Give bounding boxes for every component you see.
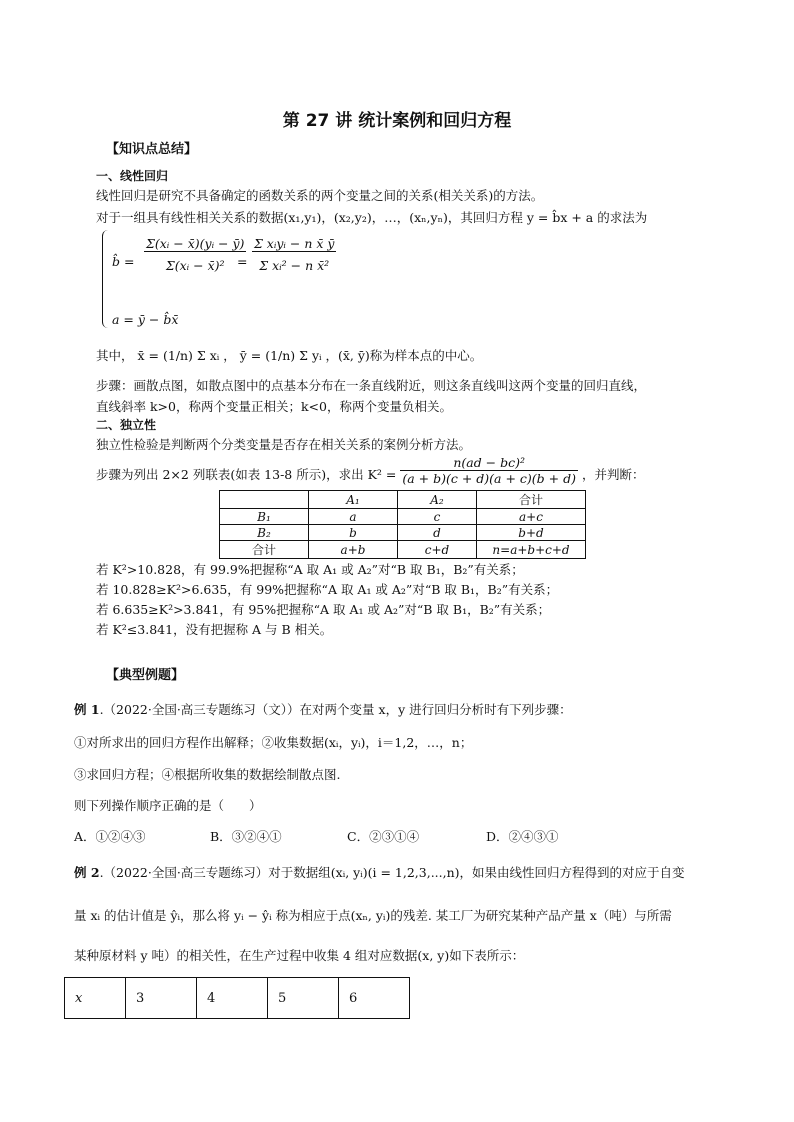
table-cell: a+c bbox=[477, 509, 586, 525]
rule-line-1: 若 K²>10.828，有 99.9%把握称“A 取 A₁ 或 A₂”对“B 取 B₁，B₂”有关系； bbox=[96, 562, 524, 577]
formula-b-numerator-2: Σ xᵢyᵢ − n x̄ ȳ bbox=[254, 236, 335, 251]
table-cell: B₂ bbox=[220, 525, 309, 541]
table-cell: 4 bbox=[197, 978, 268, 1019]
k2-denominator: (a + b)(c + d)(a + c)(b + d) bbox=[402, 471, 576, 486]
formula-b-fraction-1 bbox=[144, 236, 246, 273]
k2-fraction bbox=[400, 455, 578, 486]
rule-line-2: 若 10.828≥K²>6.635，有 99%把握称“A 取 A₁ 或 A₂”对“B 取 B₁，B₂”有关系； bbox=[96, 582, 559, 597]
formula-b-numerator-1: Σ(xᵢ − x̄)(yᵢ − ȳ) bbox=[146, 236, 245, 251]
table-cell: c bbox=[398, 509, 477, 525]
table-row bbox=[220, 541, 586, 559]
table-header-total: 合计 bbox=[477, 491, 586, 509]
table-cell: x bbox=[65, 978, 126, 1019]
example-1-label: 例 1 bbox=[74, 702, 100, 717]
table-row bbox=[220, 525, 586, 541]
table-header-row bbox=[220, 491, 586, 509]
table-header-a1: A₁ bbox=[309, 491, 398, 509]
k2-prefix: 步骤为列出 2×2 列联表(如表 13-8 所示)，求出 K² = bbox=[96, 467, 397, 482]
table-cell: 合计 bbox=[220, 541, 309, 559]
example-1-text: .（2022·全国·高三专题练习（文））在对两个变量 x，y 进行回归分析时有下列步骤： bbox=[99, 702, 572, 717]
k2-suffix: ，并判断： bbox=[581, 467, 645, 482]
section-examples-heading: 【典型例题】 bbox=[106, 668, 185, 683]
example-1-question: 则下列操作顺序正确的是（ ） bbox=[74, 798, 262, 813]
option-b: B．③②④① bbox=[210, 829, 282, 844]
example-1-line2: ①对所求出的回归方程作出解释；②收集数据(xᵢ，yᵢ)，i＝1,2，…，n； bbox=[74, 735, 473, 750]
rule-line-4: 若 K²≤3.841，没有把握称 A 与 B 相关。 bbox=[96, 622, 333, 637]
table-cell: a bbox=[309, 509, 398, 525]
section-knowledge-heading: 【知识点总结】 bbox=[106, 142, 198, 157]
table-row bbox=[220, 509, 586, 525]
formula-b-denominator-1: Σ(xᵢ − x̄)² bbox=[165, 258, 225, 273]
table-cell: 3 bbox=[126, 978, 197, 1019]
formula-b-denominator-2: Σ xᵢ² − n x̄² bbox=[259, 258, 330, 273]
table-cell: n=a+b+c+d bbox=[477, 541, 586, 559]
example-1-line3: ③求回归方程；④根据所收集的数据绘制散点图. bbox=[74, 767, 341, 782]
table-header-a2: A₂ bbox=[398, 491, 477, 509]
k2-numerator: n(ad − bc)² bbox=[400, 455, 578, 471]
table-cell: B₁ bbox=[220, 509, 309, 525]
example-2-line2: 量 xᵢ 的估计值是 ŷᵢ，那么将 yᵢ − ŷᵢ 称为相应于点(xₙ, yᵢ)的残差. 某工厂为研究某种产品产量 x（吨）与所需 bbox=[74, 908, 672, 923]
table-cell: a+b bbox=[309, 541, 398, 559]
paragraph-independence-def: 独立性检验是判断两个分类变量是否存在相关关系的案例分析方法。 bbox=[96, 437, 472, 452]
example-2-text: .（2022·全国·高三专题练习）对于数据组(xᵢ, yᵢ)(i = 1,2,3,...,n)，如果由线性回归方程得到的对应于自变 bbox=[99, 865, 685, 880]
contingency-table bbox=[219, 490, 586, 559]
table-cell: 6 bbox=[339, 978, 410, 1019]
table-row bbox=[65, 978, 410, 1019]
option-c: C．②③①④ bbox=[347, 829, 420, 844]
example-2-label: 例 2 bbox=[74, 865, 100, 880]
paragraph-k2-formula bbox=[96, 455, 645, 486]
paragraph-mean-definition: 其中， x̄ = (1/n) Σ xᵢ ， ȳ = (1/n) Σ yᵢ ，(x̄, ȳ)称为样本点的中心。 bbox=[96, 348, 483, 363]
page-title: 第 27 讲 统计案例和回归方程 bbox=[282, 111, 512, 131]
option-d: D．②④③① bbox=[486, 829, 559, 844]
data-table-x bbox=[64, 977, 410, 1019]
paragraph-steps-line2: 直线斜率 k>0，称两个变量正相关；k<0，称两个变量负相关。 bbox=[96, 399, 452, 414]
formula-equals: = bbox=[237, 254, 248, 269]
example-2-line3: 某种原材料 y 吨）的相关性，在生产过程中收集 4 组对应数据(x, y)如下表所示： bbox=[74, 948, 525, 963]
paragraph-regression-equation: 对于一组具有线性相关关系的数据(x₁,y₁)，(x₂,y₂)，…，(xₙ,yₙ)，其回归方程 y = b̂x + a 的求法为 bbox=[96, 210, 648, 225]
subheading-independence: 二、独立性 bbox=[96, 418, 157, 432]
table-cell: b bbox=[309, 525, 398, 541]
table-cell bbox=[220, 491, 309, 509]
rule-line-3: 若 6.635≥K²>3.841，有 95%把握称“A 取 A₁ 或 A₂”对“B 取 B₁，B₂”有关系； bbox=[96, 602, 551, 617]
table-cell: 5 bbox=[268, 978, 339, 1019]
table-cell: b+d bbox=[477, 525, 586, 541]
paragraph-linear-regression-def: 线性回归是研究不具备确定的函数关系的两个变量之间的关系(相关关系)的方法。 bbox=[96, 188, 544, 203]
option-a: A．①②④③ bbox=[74, 829, 146, 844]
paragraph-steps-line1: 步骤：画散点图，如散点图中的点基本分布在一条直线附近，则这条直线叫这两个变量的回归直线， bbox=[96, 378, 647, 393]
subheading-linear-regression: 一、线性回归 bbox=[96, 169, 169, 183]
table-cell: c+d bbox=[398, 541, 477, 559]
formula-b-lhs: b̂ = bbox=[112, 254, 135, 269]
example-2-line1 bbox=[74, 863, 685, 881]
formula-b-fraction-2 bbox=[252, 236, 336, 273]
table-cell: d bbox=[398, 525, 477, 541]
formula-a: a = ȳ − b̂x̄ bbox=[112, 312, 179, 327]
example-1-line1 bbox=[74, 700, 572, 718]
